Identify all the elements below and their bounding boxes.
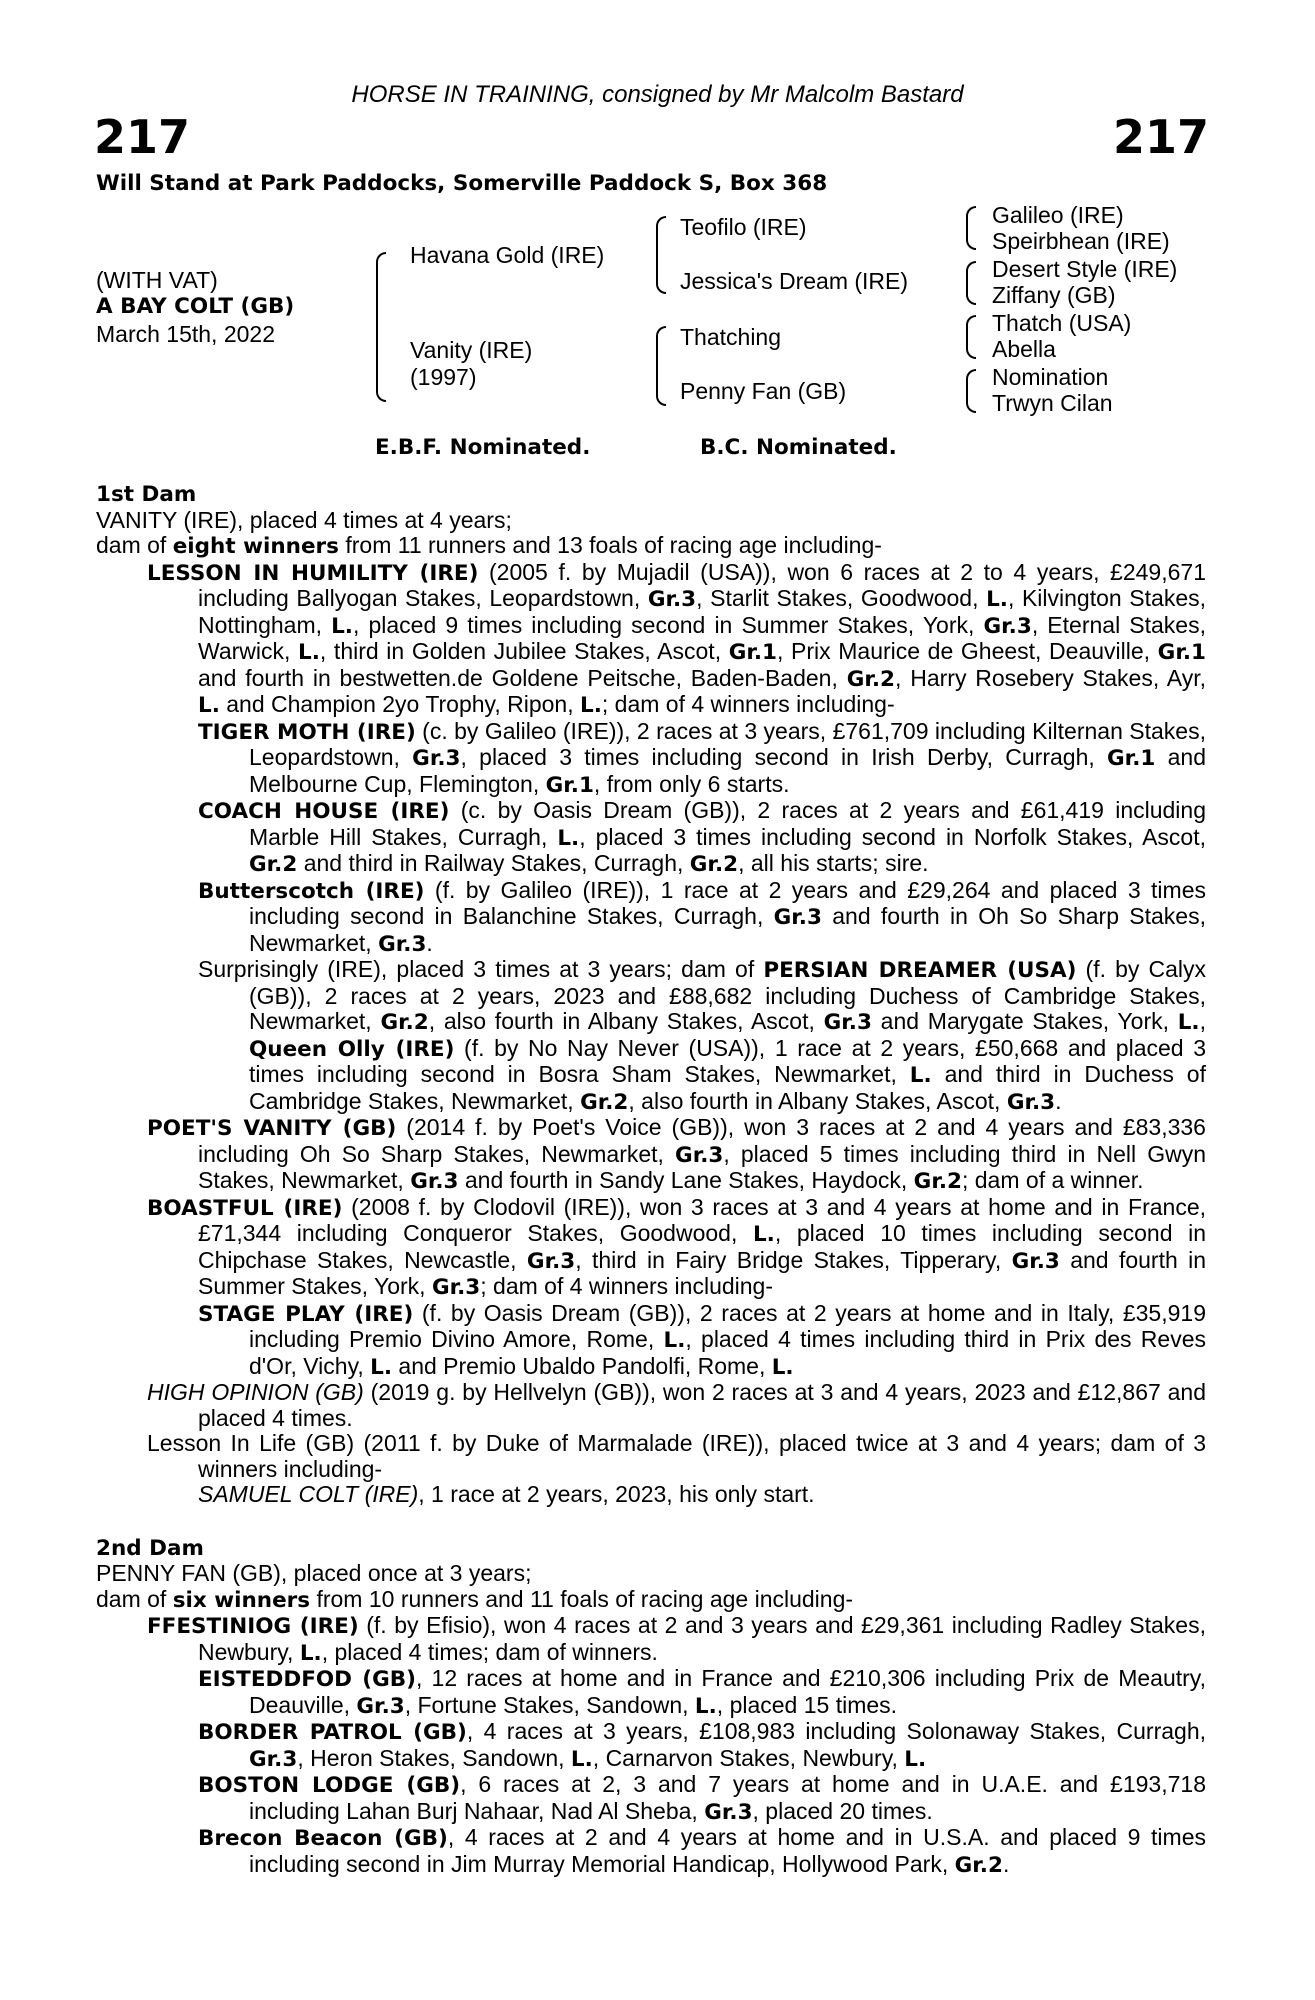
second-dam-intro: dam of six winners from 10 runners and 11 foals of racing age including-	[96, 1585, 854, 1613]
grade-marker: L.	[299, 1640, 322, 1666]
lot-number-right: 217	[1112, 110, 1209, 164]
grade-marker: Gr.3	[983, 613, 1032, 639]
brace-ss	[966, 206, 976, 250]
progeny-name: SAMUEL COLT (IRE)	[198, 1481, 419, 1507]
grade-marker: Gr.3	[410, 1169, 459, 1194]
sire-sire: Teofilo (IRE)	[680, 214, 807, 240]
progeny-entry: STAGE PLAY (IRE) (f. by Oasis Dream (GB)), 2 races at 2 years at home and in Italy, £35,919 including Premio Divino Amore, Rome, L., placed 4 times including third in Prix des Reves d'Or, Vichy, L. and Premio Ubaldo Pandolfi, Rome, L.	[198, 1299, 1206, 1380]
grade-marker: L.	[298, 640, 320, 665]
grade-marker: Gr.2	[380, 1010, 429, 1035]
grade-marker: Gr.3	[431, 1275, 481, 1300]
dam-dam-dam: Trwyn Cilan	[992, 390, 1113, 416]
grade-marker: Gr.1	[545, 772, 594, 798]
progeny-entry: BORDER PATROL (GB), 4 races at 3 years, £108,983 including Solonaway Stakes, Curragh, Gr.3, Heron Stakes, Sandown, L., Carnarvon Stakes, Newbury, L.	[198, 1718, 1206, 1772]
grade-marker: L.	[752, 1222, 775, 1247]
progeny-entry: Surprisingly (IRE), placed 3 times at 3 years; dam of PERSIAN DREAMER (USA) (f. by Calyx (GB)), 2 races at 2 years, 2023 and £88,682 including Duchess of Cambridge Stakes, Newmarket, Gr.2, also fourth in Albany Stakes, Ascot, Gr.3 and Marygate Stakes, York, L., Queen Olly (IRE) (f. by No Nay Never (USA)), 1 race at 2 years, £50,668 and placed 3 times including second in Bosra Sham Stakes, Newmarket, L. and third in Duchess of Cambridge Stakes, Newmarket, Gr.2, also fourth in Albany Stakes, Ascot, Gr.3.	[198, 956, 1206, 1115]
second-dam-heading: 2nd Dam	[96, 1535, 204, 1561]
grade-marker: Gr.3	[1011, 1248, 1060, 1274]
brace-sire	[656, 216, 666, 294]
grade-marker: Gr.2	[580, 1089, 629, 1115]
grade-marker: L.	[580, 693, 602, 718]
sire-dam: Jessica's Dream (IRE)	[680, 268, 909, 294]
grade-marker: L.	[986, 587, 1008, 612]
sire-dam-sire: Desert Style (IRE)	[992, 256, 1178, 282]
dam-dam-sire: Nomination	[992, 364, 1109, 390]
sire-dam-dam: Ziffany (GB)	[992, 282, 1116, 308]
progeny-name: Butterscotch (IRE)	[198, 878, 425, 904]
first-dam-heading: 1st Dam	[96, 482, 197, 507]
grade-marker: Gr.3	[647, 587, 697, 612]
progeny-name: BORDER PATROL (GB)	[198, 1720, 467, 1745]
sire: Havana Gold (IRE)	[410, 242, 605, 268]
grade-marker: L.	[771, 1354, 794, 1380]
progeny-entry: Butterscotch (IRE) (f. by Galileo (IRE)), 1 race at 2 years and £29,264 and placed 3 times including second in Balanchine Stakes, Curragh, Gr.3 and fourth in Oh So Sharp Stakes, Newmarket, Gr.3.	[198, 876, 1206, 957]
progeny-name: POET'S VANITY (GB)	[147, 1116, 397, 1141]
sire-sire-dam: Speirbhean (IRE)	[992, 228, 1170, 254]
progeny-entry: Brecon Beacon (GB), 4 races at 2 and 4 years at home and in U.S.A. and placed 9 times including second in Jim Murray Memorial Handicap, Hollywood Park, Gr.2.	[198, 1824, 1206, 1878]
grade-marker: Gr.3	[356, 1693, 405, 1719]
brace-parents	[376, 252, 386, 402]
grade-marker: Gr.1	[1107, 746, 1156, 771]
grade-marker: Gr.3	[773, 905, 822, 930]
second-dam-line: PENNY FAN (GB), placed once at 3 years;	[96, 1560, 532, 1586]
progeny-entry: LESSON IN HUMILITY (IRE) (2005 f. by Mujadil (USA)), won 6 races at 2 to 4 years, £249,671 including Ballyogan Stakes, Leopardstown, Gr.3, Starlit Stakes, Goodwood, L., Kilvington Stakes, Nottingham, L., placed 9 times including second in Summer Stakes, York, Gr.3, Eternal Stakes, Warwick, L., third in Golden Jubilee Stakes, Ascot, Gr.1, Prix Maurice de Gheest, Deauville, Gr.1 and fourth in bestwetten.de Goldene Peitsche, Baden-Baden, Gr.2, Harry Rosebery Stakes, Ayr, L. and Champion 2yo Trophy, Ripon, L.; dam of 4 winners including-	[147, 558, 1207, 718]
grade-marker: Gr.2	[249, 852, 298, 877]
grade-marker: L.	[1177, 1010, 1200, 1035]
progeny-name: COACH HOUSE (IRE)	[198, 799, 450, 824]
grade-marker: L.	[198, 693, 220, 718]
progeny-entry: COACH HOUSE (IRE) (c. by Oasis Dream (GB)), 2 races at 2 years and £61,419 including Marble Hill Stakes, Curragh, L., placed 3 times including second in Norfolk Stakes, Ascot, Gr.2 and third in Railway Stakes, Curragh, Gr.2, all his starts; sire.	[198, 797, 1206, 877]
grade-marker: L.	[570, 1746, 593, 1772]
progeny-name: Brecon Beacon (GB)	[198, 1826, 448, 1851]
progeny-entry: BOASTFUL (IRE) (2008 f. by Clodovil (IRE)), won 3 races at 3 and 4 years at home and in France, £71,344 including Conqueror Stakes, Goodwood, L., placed 10 times including second in Chipchase Stakes, Newcastle, Gr.3, third in Fairy Bridge Stakes, Tipperary, Gr.3 and fourth in Summer Stakes, York, Gr.3; dam of 4 winners including-	[147, 1193, 1207, 1300]
grade-marker: L.	[694, 1693, 717, 1719]
progeny-name: TIGER MOTH (IRE)	[198, 719, 416, 745]
progeny-name: STAGE PLAY (IRE)	[198, 1301, 414, 1327]
stand-location: Will Stand at Park Paddocks, Somerville Paddock S, Box 368	[96, 171, 828, 196]
grade-marker: L.	[663, 1328, 686, 1353]
grade-marker: L.	[909, 1063, 932, 1088]
grade-marker: L.	[557, 825, 580, 851]
grade-marker: Gr.1	[728, 640, 778, 665]
progeny-entry: FFESTINIOG (IRE) (f. by Efisio), won 4 races at 2 and 3 years and £29,361 including Radley Stakes, Newbury, L., placed 4 times; dam of winners.	[147, 1612, 1206, 1666]
consignment-line: HORSE IN TRAINING, consigned by Mr Malcolm Bastard	[351, 81, 964, 108]
grade-marker: L.	[331, 613, 353, 639]
grade-marker: Gr.3	[675, 1142, 724, 1168]
grade-marker: L.	[370, 1354, 393, 1380]
sire-sire-sire: Galileo (IRE)	[992, 202, 1124, 228]
vat-note: (WITH VAT)	[96, 267, 218, 293]
grade-marker: Gr.2	[689, 852, 739, 877]
grade-marker: Gr.3	[704, 1799, 753, 1825]
progeny-name: HIGH OPINION (GB)	[147, 1379, 364, 1405]
grade-marker: Gr.1	[1157, 640, 1206, 665]
grade-marker: Gr.2	[954, 1852, 1003, 1878]
grade-marker: Gr.3	[1006, 1089, 1056, 1115]
brace-dam	[656, 326, 666, 406]
progeny-entry: POET'S VANITY (GB) (2014 f. by Poet's Voice (GB)), won 3 races at 2 and 4 years and £83,336 including Oh So Sharp Stakes, Newmarket, Gr.3, placed 5 times including third in Nell Gwyn Stakes, Newmarket, Gr.3 and fourth in Sandy Lane Stakes, Haydock, Gr.2; dam of a winner.	[147, 1114, 1206, 1194]
grade-marker: Gr.2	[846, 666, 896, 692]
progeny-entry: TIGER MOTH (IRE) (c. by Galileo (IRE)), 2 races at 3 years, £761,709 including Kilternan Stakes, Leopardstown, Gr.3, placed 3 times including second in Irish Derby, Curragh, Gr.1 and Melbourne Cup, Flemington, Gr.1, from only 6 starts.	[198, 717, 1206, 798]
grade-marker: Gr.3	[412, 746, 461, 771]
progeny-name: LESSON IN HUMILITY (IRE)	[147, 560, 479, 586]
progeny-name: FFESTINIOG (IRE)	[147, 1614, 359, 1639]
grade-marker: Gr.3	[378, 931, 427, 957]
progeny-name: EISTEDDFOD (GB)	[198, 1667, 416, 1692]
first-dam-intro: dam of eight winners from 11 runners and 13 foals of racing age including-	[96, 532, 882, 559]
dam-sire-sire: Thatch (USA)	[992, 310, 1132, 336]
brace-dd	[966, 369, 976, 413]
first-dam-line: VANITY (IRE), placed 4 times at 4 years;	[96, 506, 512, 533]
foaling-date: March 15th, 2022	[96, 321, 276, 347]
dam-year: (1997)	[410, 364, 477, 390]
grade-marker: Gr.2	[913, 1169, 962, 1194]
grade-marker: L.	[904, 1746, 927, 1772]
progeny-name: BOASTFUL (IRE)	[147, 1195, 343, 1221]
brace-sd	[966, 261, 976, 305]
horse-name: A BAY COLT (GB)	[96, 294, 295, 319]
progeny-name: Queen Olly (IRE)	[249, 1036, 455, 1062]
progeny-entry: EISTEDDFOD (GB), 12 races at home and in France and £210,306 including Prix de Meautry, Deauville, Gr.3, Fortune Stakes, Sandown, L., placed 15 times.	[198, 1665, 1206, 1719]
dam-dam: Penny Fan (GB)	[680, 378, 847, 404]
brace-ds	[966, 315, 976, 359]
ebf-note: E.B.F. Nominated.	[375, 435, 591, 460]
grade-marker: Gr.3	[526, 1248, 576, 1274]
lot-number-left: 217	[94, 110, 191, 164]
dam-sire: Thatching	[680, 324, 782, 350]
grade-marker: Gr.3	[249, 1746, 298, 1772]
grade-marker: Gr.3	[823, 1010, 872, 1035]
progeny-entry: HIGH OPINION (GB) (2019 g. by Hellvelyn (GB)), won 2 races at 3 and 4 years, 2023 and £12,867 and placed 4 times.	[147, 1379, 1206, 1431]
progeny-entry: Lesson In Life (GB) (2011 f. by Duke of Marmalade (IRE)), placed twice at 3 and 4 years; dam of 3 winners including-	[147, 1430, 1206, 1482]
progeny-name: PERSIAN DREAMER (USA)	[763, 958, 1077, 983]
progeny-entry: BOSTON LODGE (GB), 6 races at 2, 3 and 7 years at home and in U.A.E. and £193,718 including Lahan Burj Nahaar, Nad Al Sheba, Gr.3, placed 20 times.	[198, 1771, 1206, 1825]
dam-sire-dam: Abella	[992, 336, 1056, 362]
dam: Vanity (IRE)	[410, 337, 533, 363]
progeny-name: BOSTON LODGE (GB)	[198, 1773, 461, 1798]
catalogue-text	[96, 482, 1206, 1878]
progeny-entry: SAMUEL COLT (IRE), 1 race at 2 years, 2023, his only start.	[198, 1481, 815, 1507]
bc-note: B.C. Nominated.	[700, 435, 897, 460]
